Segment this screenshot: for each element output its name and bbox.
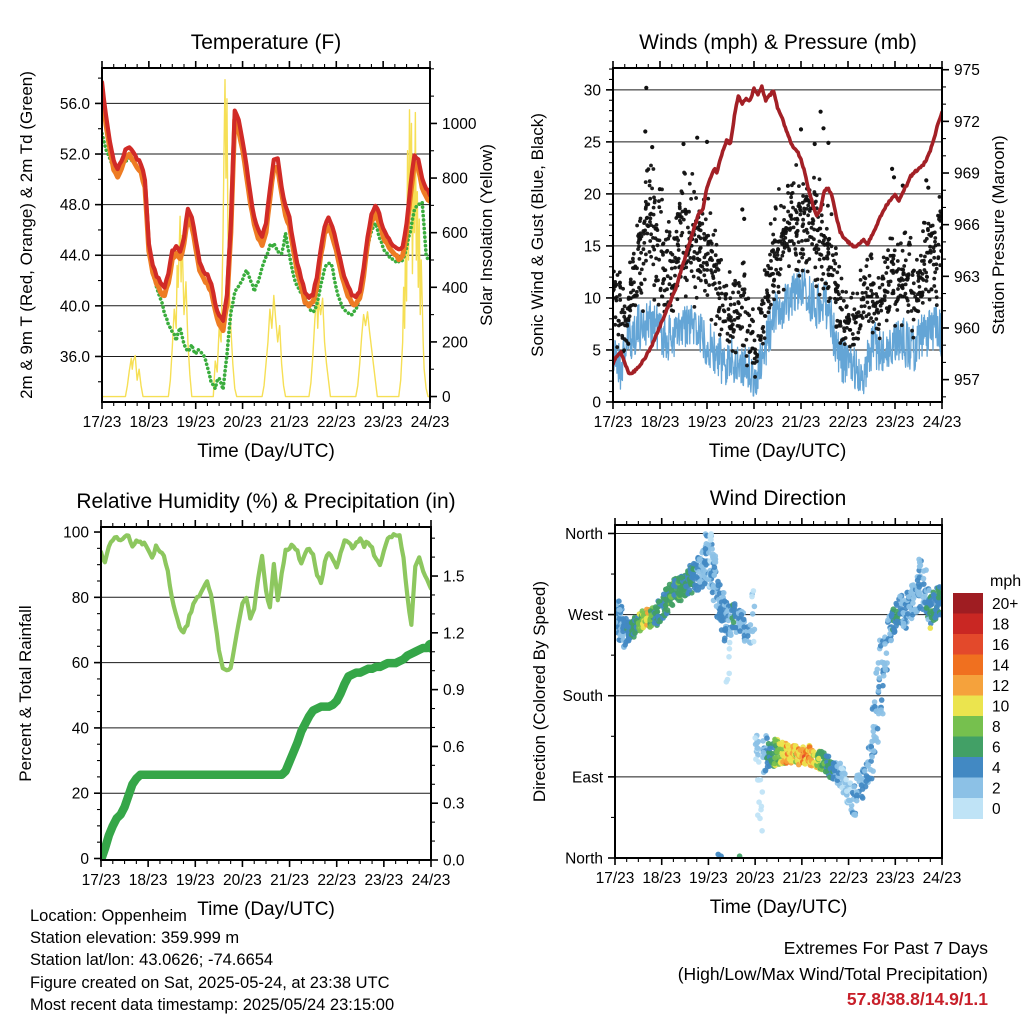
- svg-text:Time (Day/UTC): Time (Day/UTC): [197, 441, 335, 462]
- svg-text:10: 10: [992, 698, 1010, 716]
- svg-text:20/23: 20/23: [734, 414, 774, 431]
- svg-text:24/23: 24/23: [922, 870, 962, 887]
- svg-text:18/23: 18/23: [640, 414, 680, 431]
- svg-text:Direction (Colored By Speed): Direction (Colored By Speed): [530, 580, 549, 803]
- panel-winds-pressure: [528, 61, 1008, 462]
- station-latlon: Station lat/lon: 43.0626; -74.6654: [30, 951, 274, 970]
- extremes-title: Extremes For Past 7 Days: [783, 938, 988, 958]
- svg-text:30: 30: [583, 82, 601, 100]
- svg-text:19/23: 19/23: [176, 414, 216, 431]
- svg-text:0: 0: [80, 850, 89, 868]
- svg-text:21/23: 21/23: [270, 872, 309, 889]
- svg-text:17/23: 17/23: [82, 414, 122, 431]
- station-info-block: [30, 905, 394, 1016]
- svg-text:56.0: 56.0: [59, 95, 90, 113]
- svg-text:40: 40: [71, 720, 89, 738]
- svg-text:966: 966: [954, 217, 980, 235]
- svg-text:60: 60: [71, 655, 89, 673]
- svg-text:12: 12: [992, 677, 1010, 695]
- svg-text:957: 957: [954, 372, 980, 390]
- svg-text:20: 20: [71, 785, 89, 803]
- svg-text:Sonic Wind & Gust (Blue, Black: Sonic Wind & Gust (Blue, Black): [528, 113, 547, 357]
- svg-text:Solar Insolation (Yellow): Solar Insolation (Yellow): [477, 144, 496, 326]
- speed-colorbar: [953, 573, 1021, 819]
- wind-direction-dots: [612, 531, 944, 859]
- panel-temperature: [17, 61, 496, 462]
- svg-text:16: 16: [992, 636, 1010, 654]
- svg-text:0: 0: [592, 394, 601, 412]
- svg-text:2m & 9m T (Red, Orange) & 2m T: 2m & 9m T (Red, Orange) & 2m Td (Green): [17, 71, 36, 399]
- svg-text:South: South: [562, 688, 603, 706]
- station-location: Location: Oppenheim: [30, 907, 187, 925]
- svg-text:20/23: 20/23: [223, 872, 262, 889]
- svg-text:Station Pressure (Maroon): Station Pressure (Maroon): [989, 135, 1008, 335]
- svg-text:10: 10: [583, 290, 601, 308]
- svg-text:0.0: 0.0: [443, 852, 465, 870]
- svg-text:5: 5: [592, 342, 601, 360]
- svg-text:20+: 20+: [992, 595, 1019, 613]
- most-recent-data-timestamp: Most recent data timestamp: 2025/05/24 23:15:00: [30, 995, 395, 1014]
- svg-text:0: 0: [992, 800, 1001, 818]
- extremes-block: [568, 936, 988, 1013]
- svg-text:Time (Day/UTC): Time (Day/UTC): [709, 897, 848, 918]
- svg-text:North: North: [565, 525, 603, 543]
- svg-text:22/23: 22/23: [828, 414, 868, 431]
- station-elevation: Station elevation: 359.999 m: [30, 929, 240, 948]
- svg-text:48.0: 48.0: [59, 197, 90, 215]
- svg-text:0.3: 0.3: [443, 795, 465, 813]
- svg-text:18/23: 18/23: [128, 872, 168, 889]
- svg-text:19/23: 19/23: [689, 870, 728, 887]
- svg-text:18/23: 18/23: [129, 414, 169, 431]
- svg-text:963: 963: [954, 268, 980, 286]
- svg-text:East: East: [571, 769, 603, 787]
- svg-text:19/23: 19/23: [175, 872, 215, 889]
- svg-text:36.0: 36.0: [59, 348, 90, 366]
- svg-text:25: 25: [583, 134, 601, 152]
- svg-text:West: West: [567, 607, 603, 625]
- panel-wind-direction: [530, 518, 961, 918]
- svg-text:21/23: 21/23: [782, 870, 822, 887]
- svg-text:24/23: 24/23: [922, 414, 962, 431]
- panel-rh-precip: [16, 520, 465, 920]
- svg-text:20/23: 20/23: [223, 414, 262, 431]
- svg-text:17/23: 17/23: [593, 414, 633, 431]
- svg-text:1000: 1000: [442, 115, 477, 133]
- svg-text:1.5: 1.5: [443, 568, 465, 586]
- svg-text:44.0: 44.0: [59, 247, 90, 265]
- svg-text:Time (Day/UTC): Time (Day/UTC): [197, 899, 335, 920]
- svg-text:20: 20: [583, 186, 601, 204]
- svg-text:18/23: 18/23: [642, 870, 682, 887]
- svg-text:21/23: 21/23: [270, 414, 309, 431]
- svg-text:972: 972: [954, 113, 980, 131]
- svg-text:8: 8: [992, 718, 1001, 736]
- svg-text:0.9: 0.9: [443, 682, 465, 700]
- svg-text:0: 0: [442, 389, 451, 407]
- extremes-values: 57.8/38.8/14.9/1.1: [846, 989, 988, 1009]
- svg-text:24/23: 24/23: [410, 414, 450, 431]
- svg-text:23/23: 23/23: [875, 414, 915, 431]
- svg-text:21/23: 21/23: [781, 414, 821, 431]
- humidity-precip-panel-title: Relative Humidity (%) & Precipitation (in): [76, 490, 456, 513]
- svg-text:200: 200: [442, 334, 468, 352]
- svg-text:17/23: 17/23: [595, 870, 635, 887]
- svg-text:North: North: [565, 850, 603, 868]
- svg-text:40.0: 40.0: [59, 298, 90, 316]
- figure-created-timestamp: Figure created on Sat, 2025-05-24, at 23:38 UTC: [30, 973, 390, 992]
- svg-text:22/23: 22/23: [317, 872, 357, 889]
- svg-text:969: 969: [954, 165, 980, 183]
- winds-pressure-panel-title: Winds (mph) & Pressure (mb): [639, 31, 917, 54]
- svg-text:22/23: 22/23: [316, 414, 356, 431]
- svg-text:20/23: 20/23: [735, 870, 775, 887]
- svg-text:100: 100: [63, 524, 89, 542]
- svg-text:800: 800: [442, 170, 468, 188]
- svg-text:600: 600: [442, 225, 468, 243]
- svg-text:17/23: 17/23: [81, 872, 121, 889]
- svg-text:18: 18: [992, 616, 1010, 634]
- svg-text:1.2: 1.2: [443, 625, 465, 643]
- svg-text:24/23: 24/23: [411, 872, 451, 889]
- svg-text:Time (Day/UTC): Time (Day/UTC): [708, 441, 847, 462]
- svg-text:52.0: 52.0: [59, 146, 90, 164]
- svg-text:23/23: 23/23: [364, 872, 404, 889]
- svg-text:23/23: 23/23: [875, 870, 915, 887]
- svg-text:6: 6: [992, 739, 1001, 757]
- svg-text:4: 4: [992, 759, 1001, 777]
- svg-text:19/23: 19/23: [687, 414, 727, 431]
- temperature-panel-title: Temperature (F): [190, 31, 342, 54]
- svg-text:960: 960: [954, 320, 980, 338]
- svg-text:15: 15: [583, 238, 601, 256]
- svg-text:0.6: 0.6: [443, 738, 465, 756]
- svg-text:400: 400: [442, 279, 468, 297]
- svg-text:2: 2: [992, 780, 1001, 798]
- svg-text:23/23: 23/23: [363, 414, 403, 431]
- extremes-subtitle: (High/Low/Max Wind/Total Precipitation): [677, 963, 988, 984]
- svg-text:22/23: 22/23: [829, 870, 868, 887]
- svg-text:975: 975: [954, 62, 980, 80]
- wind-direction-panel-title: Wind Direction: [709, 487, 847, 510]
- svg-text:mph: mph: [990, 573, 1022, 590]
- svg-text:80: 80: [71, 589, 89, 607]
- svg-text:14: 14: [992, 657, 1010, 675]
- svg-text:Percent & Total Rainfall: Percent & Total Rainfall: [16, 605, 35, 782]
